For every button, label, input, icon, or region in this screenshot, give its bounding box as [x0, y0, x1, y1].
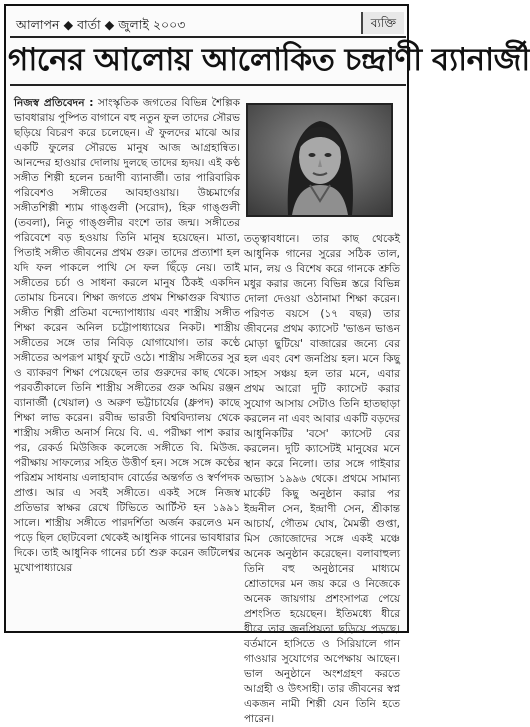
article-text-part-2: তত্ত্বাবধানে। তার কাছ থেকেই আধুনিক গানের সুরের সঠিক তাল, মান, লয় ও বিশেষ করে গানকে শ্রুতি মধুর করার জন্যে বিভিন্ন স্তরে বিভিন্ন দোলা দেওয়া ওঠানামা শিক্ষা করেন। পরিণত বয়সে (১৭ বছর) তার জীবনের প্রথম ক্যাসেট 'ভাঙন ভাঙন মোড়া ছুটিয়ে' বাজারের জন্যে বের হল এবং বেশ জনপ্রিয় হল। মনে কিছু সাহস সঞ্চয় হল তার মনে, এবার প্রথম আরো দুটি ক্যাসেট করার সুযোগ আসায় সেটাও তিনি হাতছাড়া করলেন না এবং আবার একটি বড়দের আধুনিকটির 'বসে' ক্যাসেট বের করলেন। দুটি ক্যাসেটই মানুষের মনে স্থান করে নিলো। তার সঙ্গে গাইবার অভ্যাস ১৯৯৬ থেকে। প্রথমে সামান্য মার্কেট কিছু অনুষ্ঠান করার পর ইন্দ্রনীল সেন, ইন্দ্রাণী সেন, শ্রীকান্ত আচার্য, গৌতম ঘোষ, মৈমন্তী গুপ্তা, মিস জোজোদের সঙ্গে একই মঞ্চে অনেক অনুষ্ঠান করেছেন। বলাবাহুল্য তিনি বহু অনুষ্ঠানের মাধ্যমে শ্রোতাদের মন জয় করে ও নিজেকে অনেক জায়গায় প্রশংসাপত্র পেয়ে প্রশংসিত হয়েছেন। ইতিমধ্যে ধীরে ধীরে তার জনপ্রিয়তা ছড়িয়ে পড়ছে। বর্তমানে হাসিতে ও সিরিয়ালে গান গাওয়ার সুযোগের অপেক্ষায় আছেন। ভাল অনুষ্ঠানে অংশগ্রহণ করতে আগ্রহী ও উৎসাহী। তার জীবনের স্বপ্ন একজন নামী শিল্পী যেন তিনি হতে পারেন।	[244, 233, 400, 725]
portrait-image	[248, 105, 391, 215]
masthead	[16, 14, 396, 36]
headline-rule	[10, 84, 406, 86]
section-name: আলাপন	[16, 17, 60, 32]
portrait-photo	[246, 103, 393, 217]
article-column-1	[14, 96, 240, 630]
top-rule	[10, 36, 406, 38]
headline: গানের আলোয় আলোকিত চন্দ্রাণী ব্যানার্জী	[8, 42, 530, 78]
issue-date: জুলাই ২০০৩	[118, 17, 186, 32]
masthead-left	[16, 17, 185, 37]
section-separator: বার্তা	[77, 17, 101, 32]
article-text-part-1: সাংস্কৃতিক জগতের বিভিন্ন শৈল্পিক ভাবধারায় পুষ্পিত বাগানে বহু নতুন ফুল তাদের সৌরভ ছড়িয়ে বিচরণ করে চলেছেন। ঐ ফুলদের মাঝে আর একটি ফুলের সৌরভে মানুষ আজ আগ্রহান্বিত। আনন্দের হাওয়ার দোলায় দুলছে তাদের হৃদয়। এই কণ্ঠ সঙ্গীত শিল্পী হলেন চন্দ্রাণী ব্যানার্জী। তার পারিবারিক পরিবেশও সঙ্গীতের আবহাওয়ায়। উচ্চমার্গের সঙ্গীতশিল্পী শ্যাম গাঙ্গুলী (সরোদ), হিরু গাঙ্গুলী (তবলা), নিতু গাঙ্গুলীর বংশে তার জন্ম। সঙ্গীতের পরিবেশে বড় হওয়ায় তিনি মানুষ হয়েছেন। মাতা, পিতাই সঙ্গীত জীবনের প্রথম গুরু। তাদের প্রত্যাশা হল যদি ফল পাকলে পাখি সে ফল ছিঁড়ে নেয়। তাই সঙ্গীতের চর্চা ও সাধনা করলে মানুষ ঠিকই একদিন তোমায় চিনবে। শিক্ষা জগতে প্রথম শিক্ষাগুরু বিখ্যাত সঙ্গীত শিল্পী প্রতিমা বন্দ্যোপাধ্যায় এবং শাস্ত্রীয় সঙ্গীত শিক্ষা করেন অনিল চট্টোপাধ্যায়ের নিকট। শাস্ত্রীয় সঙ্গীতের সঙ্গে তার নিবিড় যোগাযোগ। তার কণ্ঠে সঙ্গীতের অপরূপ মাধুর্য ফুটে ওঠে। শাস্ত্রীয় সঙ্গীতের সুর ও ব্যাকরণ শিক্ষা পেয়েছেন তার গুরুদের কাছ থেকে। পরবর্তীকালে তিনি শাস্ত্রীয় সঙ্গীতের গুরু অমিয় রঞ্জন ব্যানার্জী (খেয়াল) ও অরুণ ভট্টাচার্যের (ধ্রুপদ) কাছে শিক্ষা লাভ করেন। রবীন্দ্র ভারতী বিশ্ববিদ্যালয় থেকে শাস্ত্রীয় সঙ্গীত অনার্স নিয়ে বি. এ. পরীক্ষা পাশ করার পর, রেকর্ড মিউজিক কলেজে সঙ্গীতে বি. মিউজ. পরীক্ষায় সাফল্যের সহিত উত্তীর্ণ হন। সঙ্গে সঙ্গে কণ্ঠের পরিশ্রম সাধনায় এলাহাবাদ বোর্ডের অন্তর্গত ও স্বর্ণপদক প্রাপ্ত। আর এ সবই সঙ্গীতে। একই সঙ্গে নিজস্ব প্রতিভার স্বাক্ষর রেখে টিভিতে আর্টিস্ট হন ১৯৯১ সালে। শাস্ত্রীয় সঙ্গীতে পারদর্শিতা অর্জন করলেও মন পড়ে ছিল ছোটবেলা থেকেই আধুনিক গানের ভাবধারার দিকে। তাই আধুনিক গানের চর্চা শুরু করেন জটিলেশ্বর মুখোপাধ্যায়ের	[14, 97, 240, 574]
bullet-icon: ◆	[63, 17, 74, 32]
section-label: ব্যক্তি	[361, 12, 404, 34]
article-paragraph	[14, 96, 240, 576]
bullet-icon: ◆	[104, 17, 115, 32]
article-column-2	[244, 232, 400, 725]
byline: নিজস্ব প্রতিবেদন :	[14, 97, 94, 109]
